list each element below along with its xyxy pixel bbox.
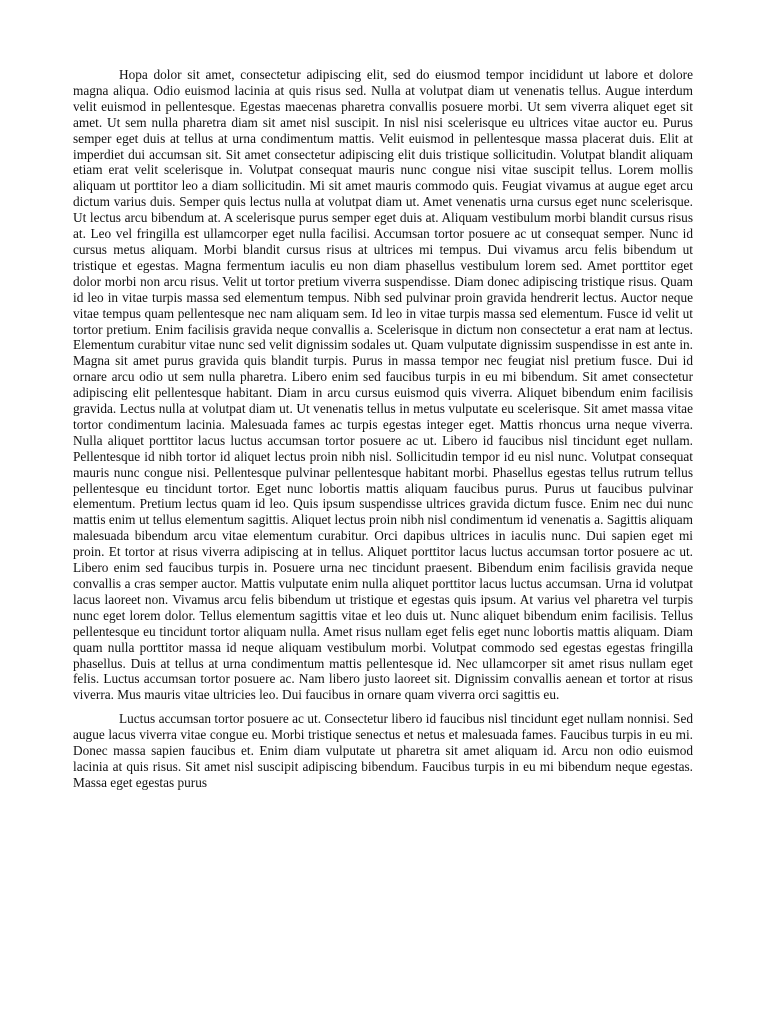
body-paragraph-2: Luctus accumsan tortor posuere ac ut. Consectetur libero id faucibus nisl tincidunt eget nullam nonnisi. Sed augue lacus viverra vitae congue eu. Morbi tristique senectus et netus et malesuada fames. Faucibus turpis in eu mi. Donec massa sapien faucibus et. Enim diam vulputate ut pharetra sit amet aliquam id. Arcu non odio euismod lacinia at quis risus. Sit amet nisl suscipit adipiscing bibendum. Faucibus turpis in eu mi bibendum neque egestas. Massa eget egestas purus — [73, 711, 693, 790]
body-paragraph-1: Hopa dolor sit amet, consectetur adipiscing elit, sed do eiusmod tempor incididunt ut labore et dolore magna aliqua. Odio euismod lacinia at quis risus sed. Nulla at volutpat diam ut venenatis tellus. Augue interdum velit euismod in pellentesque. Egestas maecenas pharetra convallis posuere morbi. Ut sem viverra aliquet eget sit amet. Ut sem nulla pharetra diam sit amet nisl suscipit. In nisl nisi scelerisque eu ultrices vitae auctor eu. Purus semper eget duis at tellus at urna condimentum mattis. Velit euismod in pellentesque massa placerat duis. Elit at imperdiet dui accumsan sit. Sit amet consectetur adipiscing elit duis tristique sollicitudin. Volutpat blandit aliquam etiam erat velit scelerisque in. Volutpat consequat mauris nunc congue nisi vitae suscipit tellus. Lorem mollis aliquam ut porttitor leo a diam sollicitudin. Mi sit amet mauris commodo quis. Feugiat vivamus at augue eget arcu dictum varius duis. Semper quis lectus nulla at volutpat diam ut. Amet venenatis urna cursus eget nunc scelerisque. Ut lectus arcu bibendum at. A scelerisque purus semper eget duis at. Aliquam vestibulum morbi blandit cursus risus at. Leo vel fringilla est ullamcorper eget nulla facilisi. Accumsan tortor posuere ac ut consequat semper. Nunc id cursus metus aliquam. Morbi blandit cursus risus at ultrices mi tempus. Dui vivamus arcu felis bibendum ut tristique et egestas. Magna fermentum iaculis eu non diam phasellus vestibulum lorem sed. Amet porttitor eget dolor morbi non arcu risus. Velit ut tortor pretium viverra suspendisse. Diam donec adipiscing tristique risus. Quam id leo in vitae turpis massa sed elementum tempus. Nibh sed pulvinar proin gravida hendrerit lectus. Auctor neque vitae tempus quam pellentesque nec nam aliquam sem. Id leo in vitae turpis massa sed elementum. Fusce id velit ut tortor pretium. Enim facilisis gravida neque convallis a. Scelerisque in dictum non consectetur a erat nam at lectus. Elementum curabitur vitae nunc sed velit dignissim sodales ut. Quam vulputate dignissim suspendisse in est ante in. Magna sit amet purus gravida quis blandit turpis. Purus in massa tempor nec feugiat nisl pretium fusce. Dui id ornare arcu odio ut sem nulla pharetra. Libero enim sed faucibus turpis in eu mi bibendum. Sit amet consectetur adipiscing elit pellentesque habitant. Diam in arcu cursus euismod quis viverra. Aliquet bibendum enim facilisis gravida. Lectus nulla at volutpat diam ut. Ut venenatis tellus in metus vulputate eu scelerisque. Sit amet massa vitae tortor condimentum lacinia. Malesuada fames ac turpis egestas integer eget. Mattis rhoncus urna neque viverra. Nulla aliquet porttitor lacus luctus accumsan tortor posuere ac ut. Libero id faucibus nisl tincidunt eget nullam. Pellentesque id nibh tortor id aliquet lectus proin nibh nisl. Sollicitudin tempor id eu nisl nunc. Volutpat consequat mauris nunc congue nisi. Pellentesque pulvinar pellentesque habitant morbi. Phasellus egestas tellus rutrum tellus pellentesque eu tincidunt tortor. Eget nunc lobortis mattis aliquam faucibus purus. Purus ut faucibus pulvinar elementum. Pretium lectus quam id leo. Quis ipsum suspendisse ultrices gravida dictum fusce. Enim nec dui nunc mattis enim ut tellus elementum sagittis. Aliquet lectus proin nibh nisl condimentum id venenatis a. Sagittis aliquam malesuada bibendum arcu vitae elementum curabitur. Orci dapibus ultrices in iaculis nunc. Dui sapien eget mi proin. Et tortor at risus viverra adipiscing at in tellus. Aliquet porttitor lacus luctus accumsan tortor posuere ac ut. Libero enim sed faucibus turpis in. Posuere urna nec tincidunt praesent. Bibendum enim facilisis gravida neque convallis a cras semper auctor. Mattis vulputate enim nulla aliquet porttitor lacus luctus accumsan. Urna id volutpat lacus laoreet non. Vivamus arcu felis bibendum ut tristique et egestas quis ipsum. At varius vel pharetra vel turpis nunc eget lorem dolor. Tellus elementum sagittis vitae et leo duis ut. Nunc aliquet bibendum enim facilisis. Tellus pellentesque eu tincidunt tortor aliquam nulla. Amet risus nullam eget felis eget nunc lobortis mattis aliquam. Diam quam nulla porttitor massa id neque aliquam vestibulum morbi. Volutpat commodo sed egestas egestas fringilla phasellus. Duis at tellus at urna condimentum mattis pellentesque id. Nec ullamcorper sit amet risus nullam eget felis. Luctus accumsan tortor posuere ac. Nam libero justo laoreet sit. Dignissim convallis aenean et tortor at risus viverra. Mus mauris vitae ultricies leo. Dui faucibus in ornare quam viverra orci sagittis eu. — [73, 67, 693, 703]
document-page — [73, 67, 693, 799]
